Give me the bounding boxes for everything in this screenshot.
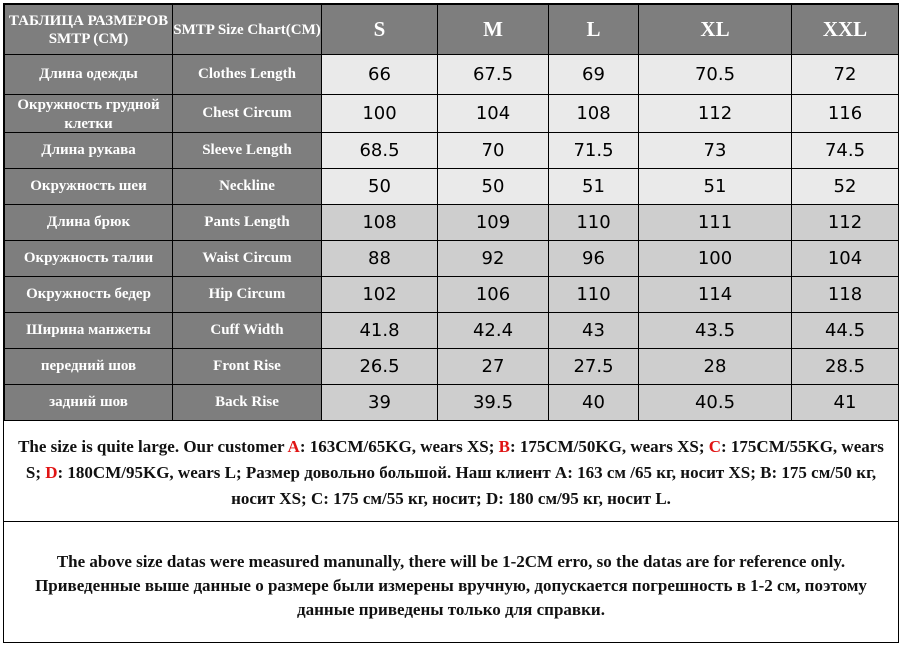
row-label-russian: передний шов <box>5 349 173 385</box>
value-cell: 66 <box>322 55 438 95</box>
row-label-russian <box>5 95 173 133</box>
value-cell: 50 <box>438 169 549 205</box>
value-cell: 43.5 <box>639 313 792 349</box>
row-label-russian: Ширина манжеты <box>5 313 173 349</box>
customer-b-marker: B <box>498 437 510 456</box>
size-header-l: L <box>549 5 639 55</box>
value-cell: 109 <box>438 205 549 241</box>
row-label-russian: задний шов <box>5 385 173 421</box>
value-cell: 39.5 <box>438 385 549 421</box>
table-row <box>5 95 899 133</box>
value-cell: 108 <box>322 205 438 241</box>
value-cell: 112 <box>639 95 792 133</box>
row-label-english: Neckline <box>173 169 322 205</box>
row-label-russian: Длина одежды <box>5 55 173 95</box>
value-cell: 112 <box>792 205 899 241</box>
value-cell: 41.8 <box>322 313 438 349</box>
value-cell: 27 <box>438 349 549 385</box>
row-label-english: Hip Circum <box>173 277 322 313</box>
value-cell: 102 <box>322 277 438 313</box>
row-label-english: Back Rise <box>173 385 322 421</box>
row-label-english: Pants Length <box>173 205 322 241</box>
value-cell: 70 <box>438 133 549 169</box>
value-cell: 106 <box>438 277 549 313</box>
value-cell: 114 <box>639 277 792 313</box>
value-cell: 50 <box>322 169 438 205</box>
value-cell: 92 <box>438 241 549 277</box>
value-cell: 118 <box>792 277 899 313</box>
row-label-russian: Длина рукава <box>5 133 173 169</box>
table-row <box>5 349 899 385</box>
table-row <box>5 313 899 349</box>
customer-d-marker: D <box>45 463 58 482</box>
value-cell: 52 <box>792 169 899 205</box>
value-cell: 110 <box>549 205 639 241</box>
customer-note-text: The size is quite large. Our customer <box>18 437 288 456</box>
value-cell: 28.5 <box>792 349 899 385</box>
row-label-english: Clothes Length <box>173 55 322 95</box>
value-cell: 104 <box>792 241 899 277</box>
customer-note-text: : 180CM/95KG, wears L; Размер довольно большой. Наш клиент A: 163 см /65 кг, носит XS; B: 175 см/50 кг, носит XS; C: 175 см/55 кг, носит; D: 180 см/95 кг, носит L. <box>57 463 877 508</box>
customer-a-marker: A <box>287 437 300 456</box>
size-header-xxl: XXL <box>792 5 899 55</box>
value-cell: 69 <box>549 55 639 95</box>
customer-note-text: : 175CM/50KG, wears XS; <box>509 437 709 456</box>
value-cell: 70.5 <box>639 55 792 95</box>
header-row <box>5 5 899 55</box>
value-cell: 51 <box>549 169 639 205</box>
value-cell: 68.5 <box>322 133 438 169</box>
table-row <box>5 277 899 313</box>
customer-note-text: : 175CM/55KG, wears S; <box>25 437 884 482</box>
table-row <box>5 133 899 169</box>
value-cell: 96 <box>549 241 639 277</box>
header-english: SMTP Size Chart(CM) <box>173 5 322 55</box>
value-cell: 28 <box>639 349 792 385</box>
value-cell: 27.5 <box>549 349 639 385</box>
value-cell: 88 <box>322 241 438 277</box>
row-label-english: Waist Circum <box>173 241 322 277</box>
customer-note-text: : 163CM/65KG, wears XS; <box>299 437 499 456</box>
row-label-russian: Длина брюк <box>5 205 173 241</box>
value-cell: 111 <box>639 205 792 241</box>
row-label-russian: Окружность шеи <box>5 169 173 205</box>
value-cell: 44.5 <box>792 313 899 349</box>
customer-note <box>4 420 898 522</box>
value-cell: 100 <box>322 95 438 133</box>
table-row <box>5 169 899 205</box>
value-cell: 41 <box>792 385 899 421</box>
value-cell: 26.5 <box>322 349 438 385</box>
table-row <box>5 241 899 277</box>
value-cell: 67.5 <box>438 55 549 95</box>
value-cell: 74.5 <box>792 133 899 169</box>
row-label-russian-text: Окружность грудной клетки <box>17 97 160 132</box>
size-chart-sheet <box>3 3 899 643</box>
value-cell: 42.4 <box>438 313 549 349</box>
value-cell: 110 <box>549 277 639 313</box>
row-label-english: Front Rise <box>173 349 322 385</box>
value-cell: 40 <box>549 385 639 421</box>
value-cell: 39 <box>322 385 438 421</box>
value-cell: 71.5 <box>549 133 639 169</box>
value-cell: 100 <box>639 241 792 277</box>
measurement-disclaimer: The above size datas were measured manunally, there will be 1-2CM erro, so the datas are for reference only. Приведенные выше данные о размере были измерены вручную, допускается погрешность в 1-2 см, поэтому данные приведены только для справки. <box>35 552 867 619</box>
value-cell: 116 <box>792 95 899 133</box>
value-cell: 51 <box>639 169 792 205</box>
row-label-english: Cuff Width <box>173 313 322 349</box>
row-label-english: Sleeve Length <box>173 133 322 169</box>
value-cell: 73 <box>639 133 792 169</box>
table-row <box>5 385 899 421</box>
value-cell: 104 <box>438 95 549 133</box>
customer-c-marker: C <box>708 437 722 456</box>
row-label-english: Chest Circum <box>173 95 322 133</box>
row-label-russian: Окружность талии <box>5 241 173 277</box>
size-header-s: S <box>322 5 438 55</box>
size-table <box>4 4 899 421</box>
table-row <box>5 55 899 95</box>
size-header-xl: XL <box>639 5 792 55</box>
value-cell: 108 <box>549 95 639 133</box>
value-cell: 72 <box>792 55 899 95</box>
header-russian: ТАБЛИЦА РАЗМЕРОВ SMTP (CM) <box>5 5 173 55</box>
size-header-m: M <box>438 5 549 55</box>
table-row <box>5 205 899 241</box>
value-cell: 43 <box>549 313 639 349</box>
row-label-russian: Окружность бедер <box>5 277 173 313</box>
value-cell: 40.5 <box>639 385 792 421</box>
